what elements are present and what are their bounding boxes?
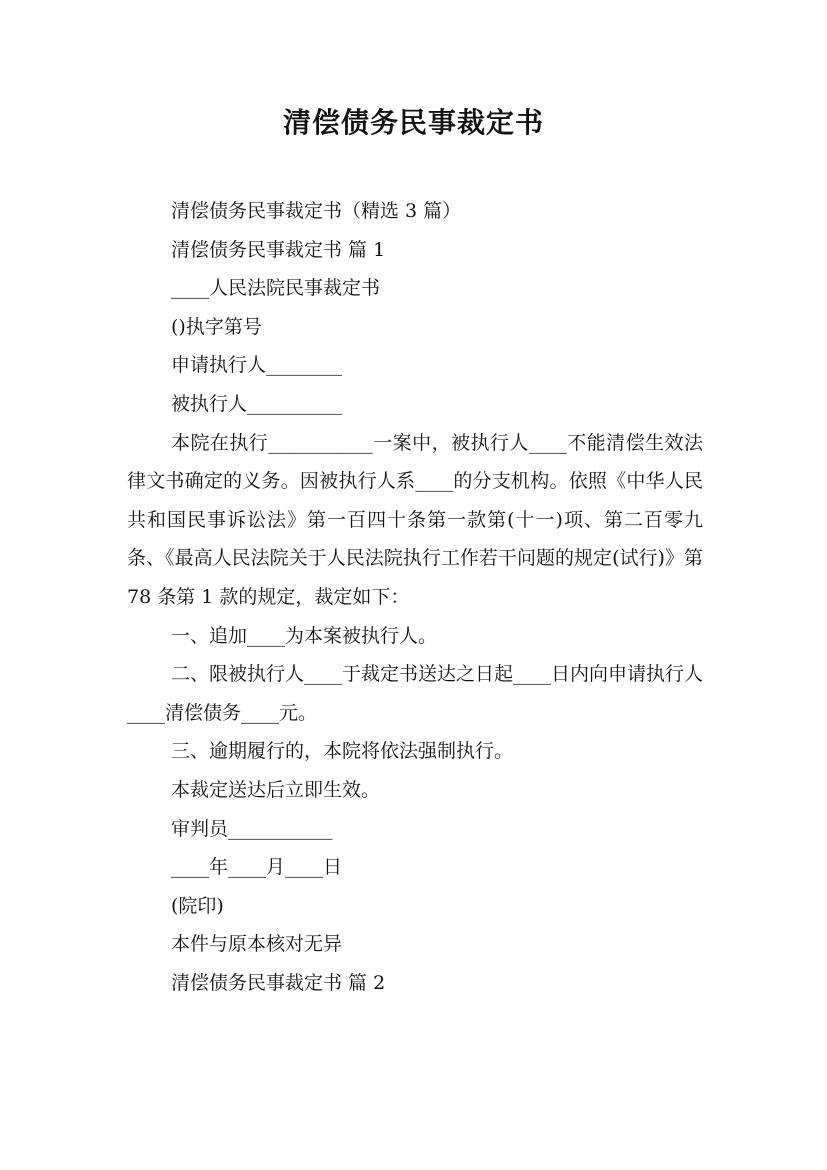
verification-statement: 本件与原本核对无异 xyxy=(171,933,343,956)
document-title: 清偿债务民事裁定书 xyxy=(282,106,544,139)
respondent-line: 被执行人__________ xyxy=(171,392,343,415)
ruling-item-3: 三、逾期履行的，本院将依法强制执行。 xyxy=(171,740,514,763)
ruling-item-1: 一、追加____为本案被执行人。 xyxy=(171,624,438,647)
section-heading-1: 清偿债务民事裁定书 篇 1 xyxy=(171,238,386,261)
court-seal-text: (院印) xyxy=(171,894,224,917)
document-subtitle: 清偿债务民事裁定书（精选 3 篇） xyxy=(171,200,462,222)
date-line: ____年____月____日 xyxy=(171,856,343,879)
applicant-line: 申请执行人________ xyxy=(171,354,343,377)
court-name-line: ____人民法院民事裁定书 xyxy=(171,277,381,300)
effective-statement: 本裁定送达后立即生效。 xyxy=(171,778,381,801)
judge-signature-line: 审判员___________ xyxy=(171,817,333,840)
main-paragraph: 本院在执行___________一案中，被执行人____不能清偿生效法律文书确定的义务。因被执行人系____的分支机构。依照《中华人民共和国民事诉讼法》第一百四十条第一款第(十一)项、第二百零九条、《最高人民法院关于人民法院执行工作若干问题的规定(试行)》第 78 条第 1 款的规定，裁定如下： xyxy=(127,431,703,608)
ruling-item-2: 二、限被执行人____于裁定书送达之日起____日内向申请执行人____清偿债务____元。 xyxy=(127,663,704,724)
document-body xyxy=(127,192,703,1002)
section-heading-2: 清偿债务民事裁定书 篇 2 xyxy=(171,971,386,994)
case-number-line: ()执字第号 xyxy=(171,315,262,338)
